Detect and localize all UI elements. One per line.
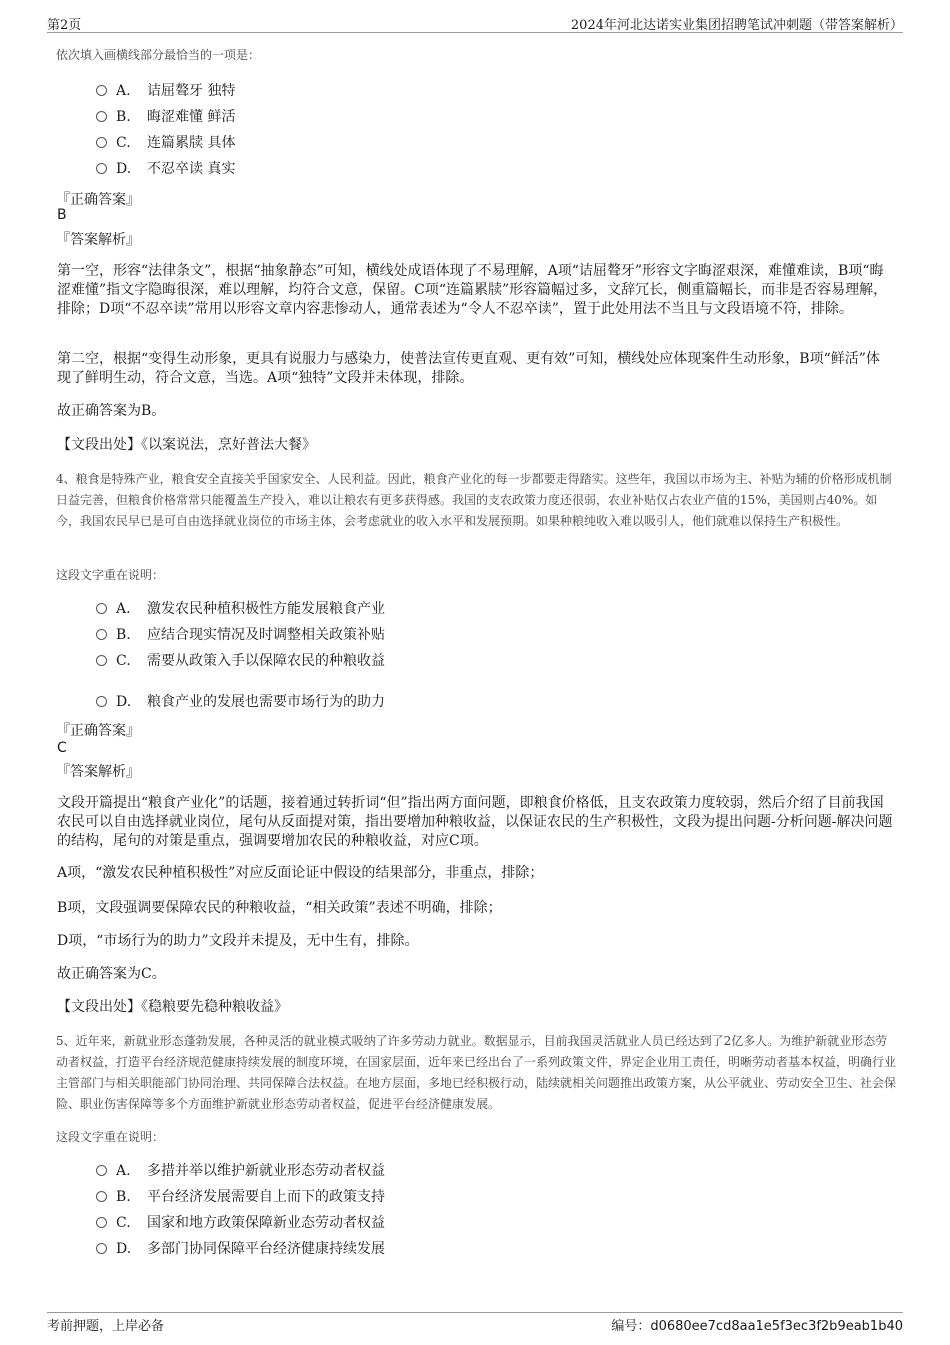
- q3-option-b[interactable]: B. 晦涩难懂 鲜活: [96, 107, 235, 127]
- q4-answer-label: 『正确答案』: [56, 723, 140, 739]
- radio-icon[interactable]: [96, 696, 107, 707]
- q4-option-a[interactable]: A. 激发农民种植积极性方能发展粮食产业: [96, 599, 385, 619]
- document-title: 2024年河北达诺实业集团招聘笔试冲刺题（带答案解析）: [570, 18, 903, 33]
- q4-option-c[interactable]: C. 需要从政策入手以保障农民的种粮收益: [96, 651, 385, 671]
- q3-analysis-p3: 故正确答案为B。: [57, 403, 166, 419]
- radio-icon[interactable]: [96, 111, 107, 122]
- q3-prompt: 依次填入画横线部分最恰当的一项是：: [56, 48, 261, 62]
- radio-icon[interactable]: [96, 1165, 107, 1176]
- document-code: 编号：d0680ee7cd8aa1e5f3ec3f2b9eab1b40: [611, 1319, 903, 1334]
- radio-icon[interactable]: [96, 163, 107, 174]
- q4-analysis-label: 『答案解析』: [56, 764, 140, 780]
- q4-option-b[interactable]: B. 应结合现实情况及时调整相关政策补贴: [96, 625, 385, 645]
- q4-prompt: 这段文字重在说明：: [56, 568, 165, 582]
- radio-icon[interactable]: [96, 655, 107, 666]
- q3-source: 【文段出处】《以案说法，烹好普法大餐》: [57, 437, 316, 453]
- q3-analysis-label: 『答案解析』: [56, 232, 140, 248]
- q4-analysis-p4: D项，“市场行为的助力”文段并未提及，无中生有，排除。: [57, 933, 419, 949]
- q5-option-b[interactable]: B. 平台经济发展需要自上而下的政策支持: [96, 1187, 385, 1207]
- q5-option-a[interactable]: A. 多措并举以维护新就业形态劳动者权益: [96, 1161, 385, 1181]
- radio-icon[interactable]: [96, 1243, 107, 1254]
- q4-answer: C: [57, 740, 67, 756]
- q4-analysis-p3: B项，文段强调要保障农民的种粮收益，“相关政策”表述不明确，排除；: [57, 900, 502, 916]
- q4-option-d[interactable]: D. 粮食产业的发展也需要市场行为的助力: [96, 692, 385, 712]
- q5-prompt: 这段文字重在说明：: [56, 1130, 165, 1144]
- page-header: [47, 12, 903, 33]
- radio-icon[interactable]: [96, 1191, 107, 1202]
- q4-passage: 4、粮食是特殊产业，粮食安全直接关乎国家安全、人民利益。因此，粮食产业化的每一步都要走得踏实。这些年，我国以市场为主、补贴为辅的价格形成机制日益完善，但粮食价格常常只能覆盖生产投入，难以让粮农有更多获得感。我国的支农政策力度还很弱，农业补贴仅占农业产值的15%，美国则占40%。如今，我国农民早已是可自由选择就业岗位的市场主体，会考虑就业的收入水平和发展预期。如果种粮纯收入难以吸引人，他们就难以保持生产积极性。: [56, 472, 892, 528]
- radio-icon[interactable]: [96, 603, 107, 614]
- q4-analysis-p2: A项，“激发农民种植积极性”对应反面论证中假设的结果部分，非重点，排除；: [57, 865, 544, 881]
- radio-icon[interactable]: [96, 1217, 107, 1228]
- q4-source: 【文段出处】《稳粮要先稳种粮收益》: [57, 999, 288, 1015]
- q4-analysis-p5: 故正确答案为C。: [57, 966, 166, 982]
- q4-analysis-p1: 文段开篇提出“粮食产业化”的话题，接着通过转折词“但”指出两方面问题，即粮食价格低，且支农政策力度较弱，然后介绍了目前我国农民可以自由选择就业岗位，尾句从反面提对策，指出要增加种粮收益，以保证农民的生产积极性，文段为提出问题-分析问题-解决问题的结构，尾句的对策是重点，强调要增加农民的种粮收益，对应C项。: [57, 795, 893, 849]
- page-footer: [47, 1312, 903, 1339]
- radio-icon[interactable]: [96, 137, 107, 148]
- footer-slogan: 考前押题，上岸必备: [47, 1319, 165, 1334]
- q3-answer-label: 『正确答案』: [56, 192, 140, 208]
- q3-analysis-p1: 第一空，形容“法律条文”，根据“抽象静态”可知，横线处成语体现了不易理解，A项“诘屈聱牙”形容文字晦涩艰深，难懂难读，B项“晦涩难懂”指文字隐晦很深，难以理解，均符合文意，保留。C项“连篇累牍”形容篇幅过多，文辞冗长，侧重篇幅长，而非是否容易理解，排除；D项“不忍卒读”常用以形容文章内容悲惨动人，通常表述为“令人不忍卒读”，置于此处用法不当且与文段语境不符，排除。: [57, 263, 888, 317]
- q5-option-c[interactable]: C. 国家和地方政策保障新业态劳动者权益: [96, 1213, 385, 1233]
- q3-option-a[interactable]: A. 诘屈聱牙 独特: [96, 81, 235, 101]
- q3-answer: B: [57, 207, 67, 223]
- q5-passage: 5、近年来，新就业形态蓬勃发展，各种灵活的就业模式吸纳了许多劳动力就业。数据显示，目前我国灵活就业人员已经达到了2亿多人。为维护新就业形态劳动者权益，打造平台经济规范健康持续发展的制度环境，在国家层面，近年来已经出台了一系列政策文件，界定企业用工责任，明晰劳动者基本权益，明确行业主管部门与相关职能部门协同治理、共同保障合法权益。在地方层面，多地已经积极行动，陆续就相关问题推出政策方案，从公平就业、劳动安全卫生、社会保险、职业伤害保障等多个方面维护新就业形态劳动者权益，促进平台经济健康发展。: [56, 1034, 897, 1111]
- radio-icon[interactable]: [96, 85, 107, 96]
- page-number: 第2页: [47, 18, 82, 33]
- radio-icon[interactable]: [96, 629, 107, 640]
- q3-analysis-p2: 第二空，根据“变得生动形象，更具有说服力与感染力，使普法宣传更直观、更有效”可知，横线处应体现案件生动形象，B项“鲜活”体现了鲜明生动，符合文意，当选。A项“独特”文段并未体现，排除。: [57, 351, 880, 386]
- q5-option-d[interactable]: D. 多部门协同保障平台经济健康持续发展: [96, 1239, 385, 1259]
- q3-option-d[interactable]: D. 不忍卒读 真实: [96, 159, 235, 179]
- q3-option-c[interactable]: C. 连篇累牍 具体: [96, 133, 235, 153]
